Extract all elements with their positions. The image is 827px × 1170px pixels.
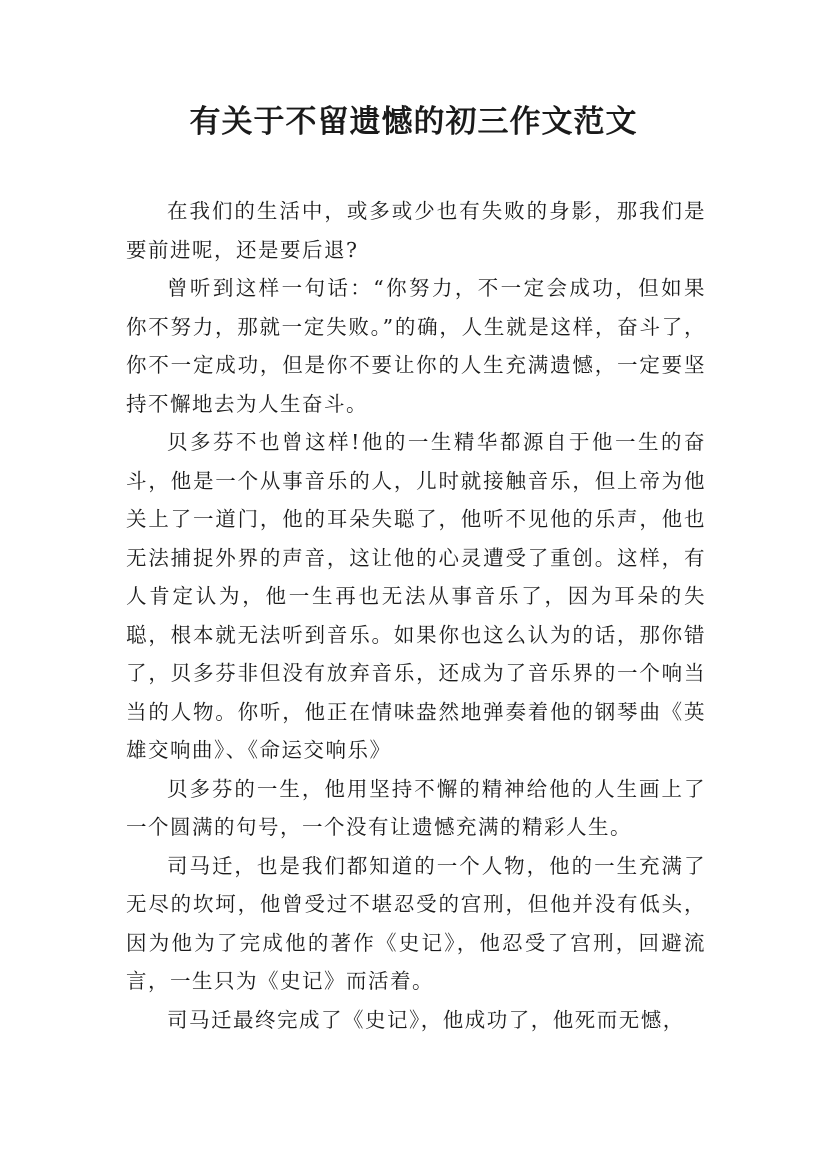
- paragraph-sima-qian: 司马迁，也是我们都知道的一个人物，他的一生充满了无尽的坎坷，他曾受过不堪忍受的宫刑，但他并没有低头，因为他为了完成他的著作《史记》，他忍受了宫刑，回避流言，一生只为《史记》而活着。: [126, 853, 706, 993]
- paragraph-beethoven-summary: 贝多芬的一生，他用坚持不懈的精神给他的人生画上了一个圆满的句号，一个没有让遗憾充满的精彩人生。: [126, 776, 706, 839]
- document-body: [126, 192, 706, 1039]
- paragraph-beethoven: 贝多芬不也曾这样!他的一生精华都源自于他一生的奋斗，他是一个从事音乐的人，儿时就接触音乐，但上帝为他关上了一道门，他的耳朵失聪了，他听不见他的乐声，他也无法捕捉外界的声音，这让他的心灵遭受了重创。这样，有人肯定认为，他一生再也无法从事音乐了，因为耳朵的失聪，根本就无法听到音乐。如果你也这么认为的话，那你错了，贝多芬非但没有放弃音乐，还成为了音乐界的一个响当当的人物。你听，他正在情味盎然地弹奏着他的钢琴曲《英雄交响曲》、《命运交响乐》: [126, 430, 706, 762]
- paragraph-sima-qian-result: 司马迁最终完成了《史记》，他成功了，他死而无憾，: [167, 1007, 685, 1032]
- paragraph-intro: 在我们的生活中，或多或少也有失败的身影，那我们是要前进呢，还是要后退?: [126, 199, 706, 262]
- document-title: 有关于不留遗憾的初三作文范文: [189, 104, 638, 140]
- paragraph-quote: 曾听到这样一句话：“你努力，不一定会成功，但如果你不努力，那就一定失败。”的确，人生就是这样，奋斗了，你不一定成功，但是你不要让你的人生充满遗憾，一定要坚持不懈地去为人生奋斗。: [126, 276, 706, 416]
